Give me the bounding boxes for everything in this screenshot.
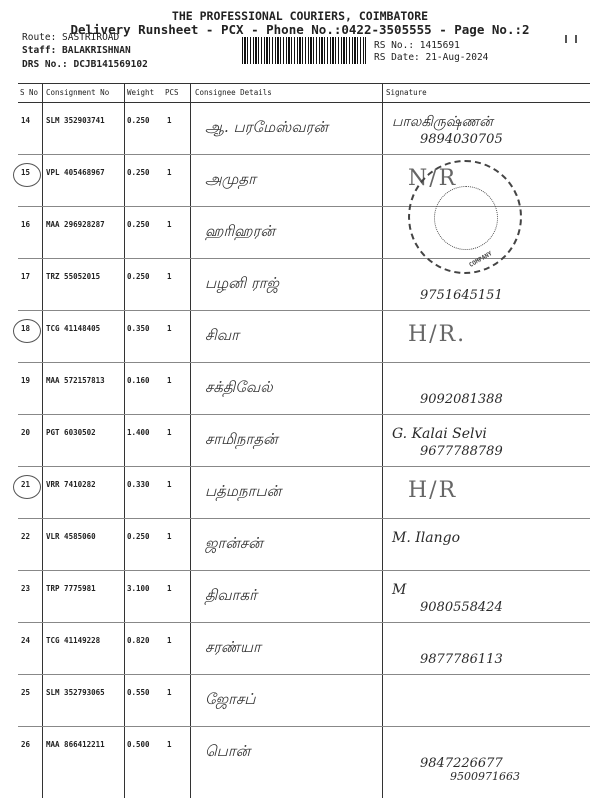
row-sno: 22: [21, 532, 31, 541]
row-consignment-no: TRZ 55052015: [46, 272, 101, 281]
row-pcs: 1: [167, 324, 172, 333]
row-consignee-name: சரண்யா: [205, 638, 261, 656]
drs-label: DRS No.: DCJB141569102: [22, 59, 148, 70]
row-pcs: 1: [167, 272, 172, 281]
row-signature: G. Kalai Selvi: [392, 426, 487, 442]
row-consignee-name: ஹரிஹரன்: [205, 222, 275, 240]
row-phone-number: 9092081388: [420, 392, 503, 407]
row-sno: 15: [21, 168, 31, 177]
col-weight: Weight: [127, 88, 155, 97]
row-consignment-no: SLM 352903741: [46, 116, 105, 125]
row-phone-number: 9080558424: [420, 600, 503, 615]
row-consignment-no: MAA 866412211: [46, 740, 105, 749]
column-divider: [124, 83, 125, 798]
row-divider: [18, 674, 590, 675]
column-divider: [42, 83, 43, 798]
row-sno: 20: [21, 428, 31, 437]
row-pcs: 1: [167, 116, 172, 125]
col-signature: Signature: [386, 88, 427, 97]
row-weight: 0.160: [127, 376, 150, 385]
row-consignee-name: சிவா: [205, 326, 239, 344]
row-sno: 14: [21, 116, 31, 125]
row-weight: 0.350: [127, 324, 150, 333]
row-consignee-name: சாமிநாதன்: [205, 430, 278, 448]
row-divider: [18, 622, 590, 623]
row-consignment-no: MAA 296928287: [46, 220, 105, 229]
column-divider: [190, 83, 191, 798]
row-sno: 21: [21, 480, 31, 489]
row-weight: 0.500: [127, 740, 150, 749]
row-signature-status: H/R: [408, 478, 458, 503]
row-consignee-name: பழனி ராஜ்: [205, 274, 280, 292]
row-signature-status: H/R.: [408, 322, 467, 347]
row-consignment-no: TCG 41148405: [46, 324, 101, 333]
row-phone-number: 9847226677: [420, 756, 503, 771]
row-divider: [18, 414, 590, 415]
column-divider: [382, 83, 383, 798]
table-header-border: [18, 102, 590, 103]
row-signature: M: [392, 582, 407, 598]
row-consignment-no: VRR 7410282: [46, 480, 96, 489]
row-pcs: 1: [167, 168, 172, 177]
row-consignee-name: ஜோசப்: [205, 690, 256, 708]
row-pcs: 1: [167, 636, 172, 645]
row-weight: 0.550: [127, 688, 150, 697]
route-label: Route: SASTRIROAD: [22, 32, 120, 43]
col-consignment: Consignment No: [46, 88, 110, 97]
row-consignee-name: அமுதா: [205, 170, 256, 188]
row-phone-number: 9877786113: [420, 652, 503, 667]
row-signature-status: N/R: [408, 166, 458, 191]
row-consignee-name: ஜான்சன்: [205, 534, 263, 552]
row-pcs: 1: [167, 480, 172, 489]
col-consignee: Consignee Details: [195, 88, 272, 97]
row-pcs: 1: [167, 532, 172, 541]
row-sno: 25: [21, 688, 31, 697]
company-title: THE PROFESSIONAL COURIERS, COIMBATORE: [171, 9, 429, 23]
row-divider: [18, 518, 590, 519]
row-weight: 0.250: [127, 532, 150, 541]
row-weight: 0.250: [127, 220, 150, 229]
rs-number: RS No.: 1415691: [374, 40, 460, 51]
row-sno: 23: [21, 584, 31, 593]
row-phone-number-alt: 9500971663: [450, 770, 520, 783]
scan-mark: [565, 35, 567, 43]
row-consignee-name: சக்திவேல்: [205, 378, 273, 396]
row-consignment-no: VLR 4585060: [46, 532, 96, 541]
row-phone-number: 9751645151: [420, 288, 503, 303]
row-divider: [18, 726, 590, 727]
row-consignee-name: பத்மநாபன்: [205, 482, 282, 500]
row-weight: 1.400: [127, 428, 150, 437]
row-consignee-name: ஆ. பரமேஸ்வரன்: [205, 118, 328, 136]
row-pcs: 1: [167, 688, 172, 697]
sno-circle-mark: [13, 475, 41, 499]
row-divider: [18, 154, 590, 155]
row-divider: [18, 310, 590, 311]
row-sno: 26: [21, 740, 31, 749]
row-sno: 24: [21, 636, 31, 645]
row-weight: 0.820: [127, 636, 150, 645]
row-divider: [18, 570, 590, 571]
staff-label: Staff: BALAKRISHNAN: [22, 45, 131, 56]
row-pcs: 1: [167, 376, 172, 385]
seal-inner-ring: [434, 186, 498, 250]
col-sno: S No: [20, 88, 39, 97]
row-phone-number: 9894030705: [420, 132, 503, 147]
row-divider: [18, 362, 590, 363]
row-divider: [18, 466, 590, 467]
company-seal: [408, 160, 522, 274]
row-sno: 16: [21, 220, 31, 229]
row-consignment-no: PGT 6030502: [46, 428, 96, 437]
row-signature: M. Ilango: [392, 530, 460, 546]
col-pcs: PCS: [165, 88, 179, 97]
row-phone-number: 9677788789: [420, 444, 503, 459]
sno-circle-mark: [13, 163, 41, 187]
row-weight: 0.250: [127, 168, 150, 177]
row-pcs: 1: [167, 584, 172, 593]
barcode: [242, 37, 366, 64]
row-pcs: 1: [167, 428, 172, 437]
row-pcs: 1: [167, 220, 172, 229]
row-consignee-name: பொன்: [205, 742, 251, 760]
row-consignment-no: MAA 572157813: [46, 376, 105, 385]
rs-date: RS Date: 21-Aug-2024: [374, 52, 489, 63]
row-consignment-no: TRP 7775981: [46, 584, 96, 593]
runsheet-subtitle: Delivery Runsheet - PCX - Phone No.:0422-3505555 - Page No.:2: [70, 22, 530, 37]
sno-circle-mark: [13, 319, 41, 343]
seal-text: COMPANY: [467, 250, 494, 269]
row-weight: 0.250: [127, 272, 150, 281]
row-consignment-no: SLM 352793065: [46, 688, 105, 697]
row-consignment-no: VPL 405468967: [46, 168, 105, 177]
scan-mark: [575, 35, 577, 43]
row-sno: 17: [21, 272, 31, 281]
row-sno: 19: [21, 376, 31, 385]
row-consignee-name: திவாகர்: [205, 586, 257, 604]
row-consignment-no: TCG 41149228: [46, 636, 101, 645]
row-weight: 0.330: [127, 480, 150, 489]
row-sno: 18: [21, 324, 31, 333]
table-top-border: [18, 83, 590, 84]
row-pcs: 1: [167, 740, 172, 749]
row-weight: 0.250: [127, 116, 150, 125]
row-signature: பாலகிருஷ்ணன்: [392, 114, 493, 130]
row-weight: 3.100: [127, 584, 150, 593]
